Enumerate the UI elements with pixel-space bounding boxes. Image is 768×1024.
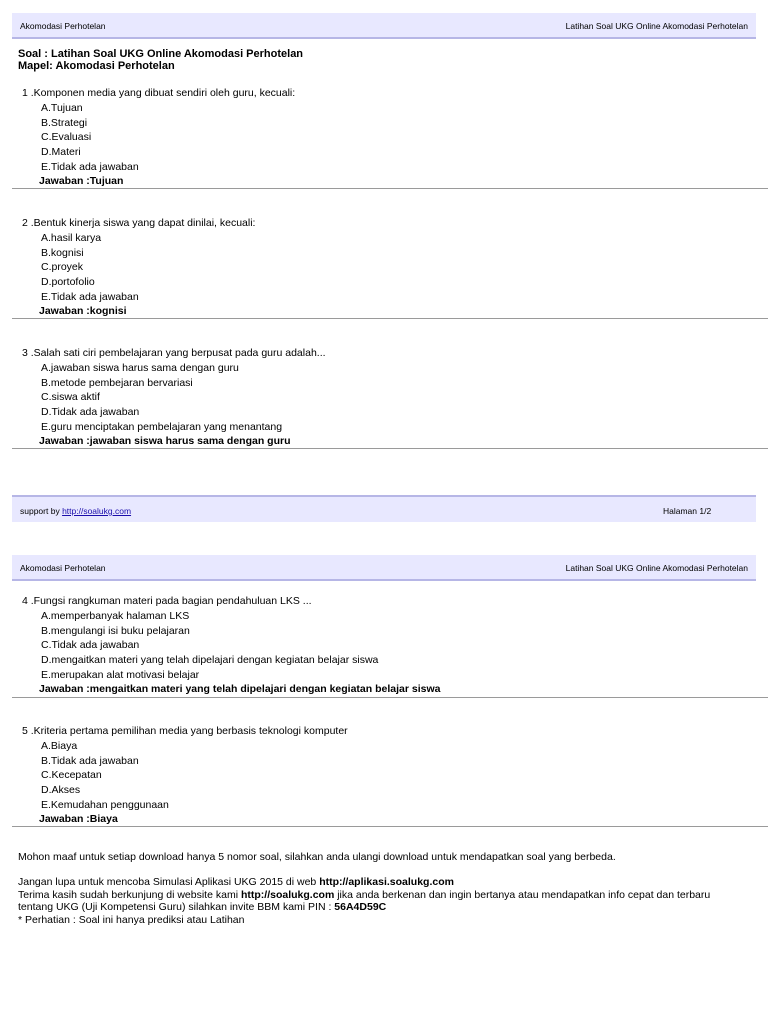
answer-text: Jawaban :Tujuan: [39, 174, 124, 187]
page-number: Halaman 1/2: [663, 506, 712, 516]
document-title: Soal : Latihan Soal UKG Online Akomodasi Perhotelan: [18, 48, 304, 60]
question-stem: 1 .Komponen media yang dibuat sendiri oleh guru, kecuali:: [22, 87, 296, 99]
question-stem: 2 .Bentuk kinerja siswa yang dapat dinilai, kecuali:: [22, 217, 256, 229]
option-a: A.Tujuan: [41, 101, 83, 114]
divider: [12, 826, 768, 827]
question-3: [22, 346, 326, 449]
question-stem: 5 .Kriteria pertama pemilihan media yang berbasis teknologi komputer: [22, 725, 348, 737]
support-text: [20, 497, 131, 525]
divider: [12, 318, 768, 319]
option-b: B.Tidak ada jawaban: [41, 754, 139, 767]
header-left-text: Akomodasi Perhotelan: [20, 563, 106, 573]
option-a: A.hasil karya: [41, 231, 102, 244]
divider: [12, 188, 768, 189]
option-b: B.Strategi: [41, 116, 88, 129]
option-b: B.mengulangi isi buku pelajaran: [41, 624, 190, 637]
website-link[interactable]: http://soalukg.com: [240, 888, 335, 901]
divider: [12, 697, 768, 698]
page1-footer: [12, 495, 756, 522]
option-e: E.Tidak ada jawaban: [41, 290, 139, 303]
question-4: [22, 594, 440, 697]
thanks-text: Terima kasih sudah berkunjung di website kami: [18, 888, 241, 901]
option-a: A.memperbanyak halaman LKS: [41, 609, 190, 622]
option-c: C.siswa aktif: [41, 391, 100, 404]
option-e: E.merupakan alat motivasi belajar: [41, 668, 200, 681]
question-2: [22, 216, 255, 319]
option-d: D.Akses: [41, 784, 81, 797]
question-stem: 3 .Salah sati ciri pembelajaran yang berpusat pada guru adalah...: [22, 347, 326, 359]
option-d: D.Materi: [41, 146, 81, 159]
page1-header: [12, 13, 756, 39]
header-right-text: Latihan Soal UKG Online Akomodasi Perhotelan: [565, 21, 748, 31]
simulation-note: [18, 876, 738, 889]
support-prefix: support by: [20, 506, 63, 516]
option-d: D.mengaitkan materi yang telah dipelajari dengan kegiatan belajar siswa: [41, 654, 379, 667]
option-e: E.guru menciptakan pembelajaran yang menantang: [41, 420, 283, 433]
header-left-text: Akomodasi Perhotelan: [20, 21, 106, 31]
option-c: C.proyek: [41, 261, 84, 274]
support-link[interactable]: http://soalukg.com: [62, 506, 132, 516]
download-notice: Mohon maaf untuk setiap download hanya 5 nomor soal, silahkan anda ulangi download untuk mendapatkan soal yang berbeda.: [18, 851, 616, 863]
answer-text: Jawaban :mengaitkan materi yang telah dipelajari dengan kegiatan belajar siswa: [39, 682, 441, 695]
option-c: C.Kecepatan: [41, 769, 102, 782]
question-1: [22, 86, 295, 189]
disclaimer: * Perhatian : Soal ini hanya prediksi atau Latihan: [18, 913, 245, 926]
option-d: D.portofolio: [41, 276, 95, 289]
thanks-note: [18, 889, 738, 914]
simulation-link[interactable]: http://aplikasi.soalukg.com: [319, 876, 454, 888]
subject-label: Mapel: Akomodasi Perhotelan: [18, 60, 175, 72]
option-c: C.Tidak ada jawaban: [41, 639, 140, 652]
closing-notes: [18, 876, 738, 926]
question-stem: 4 .Fungsi rangkuman materi pada bagian pendahuluan LKS ...: [22, 595, 312, 607]
question-5: [22, 724, 348, 827]
divider: [12, 448, 768, 449]
thanks-continued: jika anda berkenan dan ingin bertanya atau mendapatkan info cepat dan terbaru tentang UKG (Uji Kompetensi Guru) silahkan invite BBM kami PIN :: [18, 888, 711, 913]
answer-text: Jawaban :Biaya: [39, 812, 118, 825]
answer-text: Jawaban :jawaban siswa harus sama dengan guru: [39, 434, 291, 447]
simulation-text: Jangan lupa untuk mencoba Simulasi Aplikasi UKG 2015 di web: [18, 876, 320, 888]
option-c: C.Evaluasi: [41, 131, 92, 144]
option-a: A.jawaban siswa harus sama dengan guru: [41, 361, 239, 374]
option-b: B.kognisi: [41, 246, 84, 259]
header-right-text: Latihan Soal UKG Online Akomodasi Perhotelan: [565, 563, 748, 573]
bbm-pin: 56A4D59C: [334, 901, 387, 913]
option-a: A.Biaya: [41, 739, 78, 752]
answer-text: Jawaban :kognisi: [39, 304, 127, 317]
page2-header: [12, 555, 756, 581]
option-d: D.Tidak ada jawaban: [41, 406, 140, 419]
option-b: B.metode pembejaran bervariasi: [41, 376, 193, 389]
option-e: E.Kemudahan penggunaan: [41, 798, 169, 811]
option-e: E.Tidak ada jawaban: [41, 160, 139, 173]
